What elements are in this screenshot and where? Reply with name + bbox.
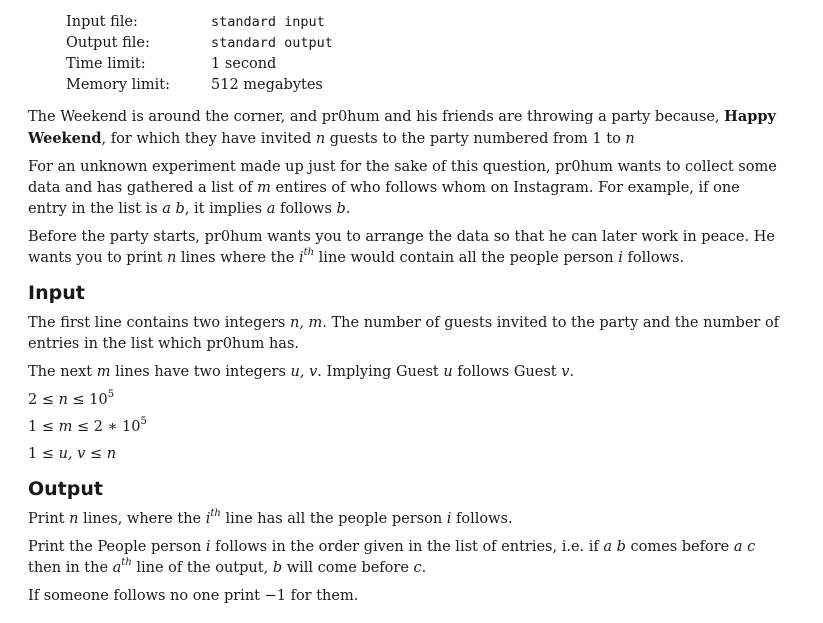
text: 1 ≤ (28, 446, 59, 462)
input-heading: Input (28, 282, 85, 304)
text: entires of who follows whom on Instagram. For example, if one entry in the list is (28, 180, 740, 217)
math-var: n (69, 511, 79, 527)
text: The first line contains two integers (28, 315, 290, 331)
meta-memory-value: 512 megabytes (211, 77, 323, 93)
output-paragraph-2 (28, 537, 780, 579)
meta-row-memory (66, 75, 333, 96)
superscript: th (210, 508, 221, 520)
math-var: m (257, 180, 271, 196)
constraint-n (28, 390, 780, 411)
text: lines, where the (78, 511, 206, 527)
meta-input-value: standard input (211, 14, 325, 30)
text: Print the People person (28, 539, 206, 555)
statement-paragraph-3 (28, 227, 780, 269)
math-var: a c (733, 539, 756, 555)
text: . The number of guests invited to the party and the number of entries in the list which pr0hum has. (28, 315, 780, 352)
math-var: n (106, 446, 117, 462)
text: comes before (625, 539, 734, 555)
text: . (345, 201, 351, 217)
text: line of the output, (131, 560, 273, 576)
problem-body (28, 106, 780, 614)
math-var: c (413, 560, 422, 576)
statement-paragraph-2 (28, 157, 780, 220)
text: . (569, 364, 575, 380)
text: lines have two integers (110, 364, 291, 380)
constraint-uv (28, 444, 780, 465)
text: 2 ≤ (28, 392, 59, 408)
math-var: i (205, 539, 211, 555)
superscript: 5 (140, 416, 147, 428)
text: then in the (28, 560, 113, 576)
meta-time-value: 1 second (211, 56, 277, 72)
text: ≤ (85, 446, 107, 462)
text: . Implying Guest (317, 364, 444, 380)
text: lines where the (176, 250, 299, 266)
meta-row-input (66, 12, 333, 33)
constraint-m (28, 417, 780, 438)
math-var: a b (162, 201, 185, 217)
text: guests to the party numbered from 1 to (325, 131, 626, 147)
text: For an unknown experiment made up just for the sake of this question, pr0hum wants to collect some data and has gathered a list of (28, 159, 777, 196)
math-var: n (315, 131, 326, 147)
text: , it implies (184, 201, 267, 217)
meta-output-label: Output file: (66, 35, 150, 51)
math-var: n, m (289, 315, 323, 331)
meta-row-time (66, 54, 333, 75)
superscript: th (121, 557, 132, 569)
input-paragraph-2 (28, 362, 780, 383)
text: . (421, 560, 427, 576)
meta-memory-label: Memory limit: (66, 77, 171, 93)
output-paragraph-1 (28, 509, 780, 530)
math-var: i (298, 250, 304, 266)
text: follows. (622, 250, 685, 266)
math-var: a (266, 201, 276, 217)
math-var: n (166, 250, 177, 266)
meta-input-label: Input file: (66, 14, 138, 30)
text: ≤ 10 (67, 392, 108, 408)
math-var: b (272, 560, 283, 576)
math-var: u (443, 364, 453, 380)
math-var: n (58, 392, 68, 408)
text: will come before (282, 560, 414, 576)
input-paragraph-1 (28, 313, 780, 355)
text: 1 ≤ (28, 419, 59, 435)
meta-time-label: Time limit: (66, 56, 146, 72)
text: The next (28, 364, 97, 380)
math-var: i (618, 250, 623, 266)
text: follows in the order given in the list of entries, i.e. if (210, 539, 604, 555)
math-var: i (205, 511, 211, 527)
math-var: b (336, 201, 346, 217)
math-var: m (58, 419, 73, 435)
text: follows (275, 201, 337, 217)
math-var: v (561, 364, 570, 380)
math-var: m (96, 364, 111, 380)
problem-meta-table (66, 12, 333, 96)
text: Print (28, 511, 70, 527)
meta-row-output (66, 33, 333, 54)
text: , for which they have invited (101, 131, 316, 147)
output-paragraph-3: If someone follows no one print −1 for them. (28, 588, 359, 604)
text: follows Guest (452, 364, 562, 380)
math-var: u, v (290, 364, 318, 380)
text: follows. (451, 511, 513, 527)
meta-output-value: standard output (211, 35, 333, 51)
superscript: th (303, 247, 315, 259)
text: ≤ 2 ∗ 10 (72, 419, 141, 435)
bold-text: Happy Weekend (28, 108, 776, 147)
text: line has all the people person (220, 511, 447, 527)
statement-paragraph-1 (28, 106, 780, 150)
math-var: a b (603, 539, 626, 555)
superscript: 5 (107, 389, 115, 401)
text: line would contain all the people person (314, 250, 619, 266)
math-var: n (625, 131, 635, 147)
output-heading: Output (28, 478, 103, 500)
math-var: u, v (58, 446, 86, 462)
text: Before the party starts, pr0hum wants you to arrange the data so that he can later work in peace. He wants you to print (28, 229, 775, 266)
math-var: a (112, 560, 122, 576)
math-var: i (446, 511, 452, 527)
text: The Weekend is around the corner, and pr0hum and his friends are throwing a party because, (28, 109, 725, 125)
